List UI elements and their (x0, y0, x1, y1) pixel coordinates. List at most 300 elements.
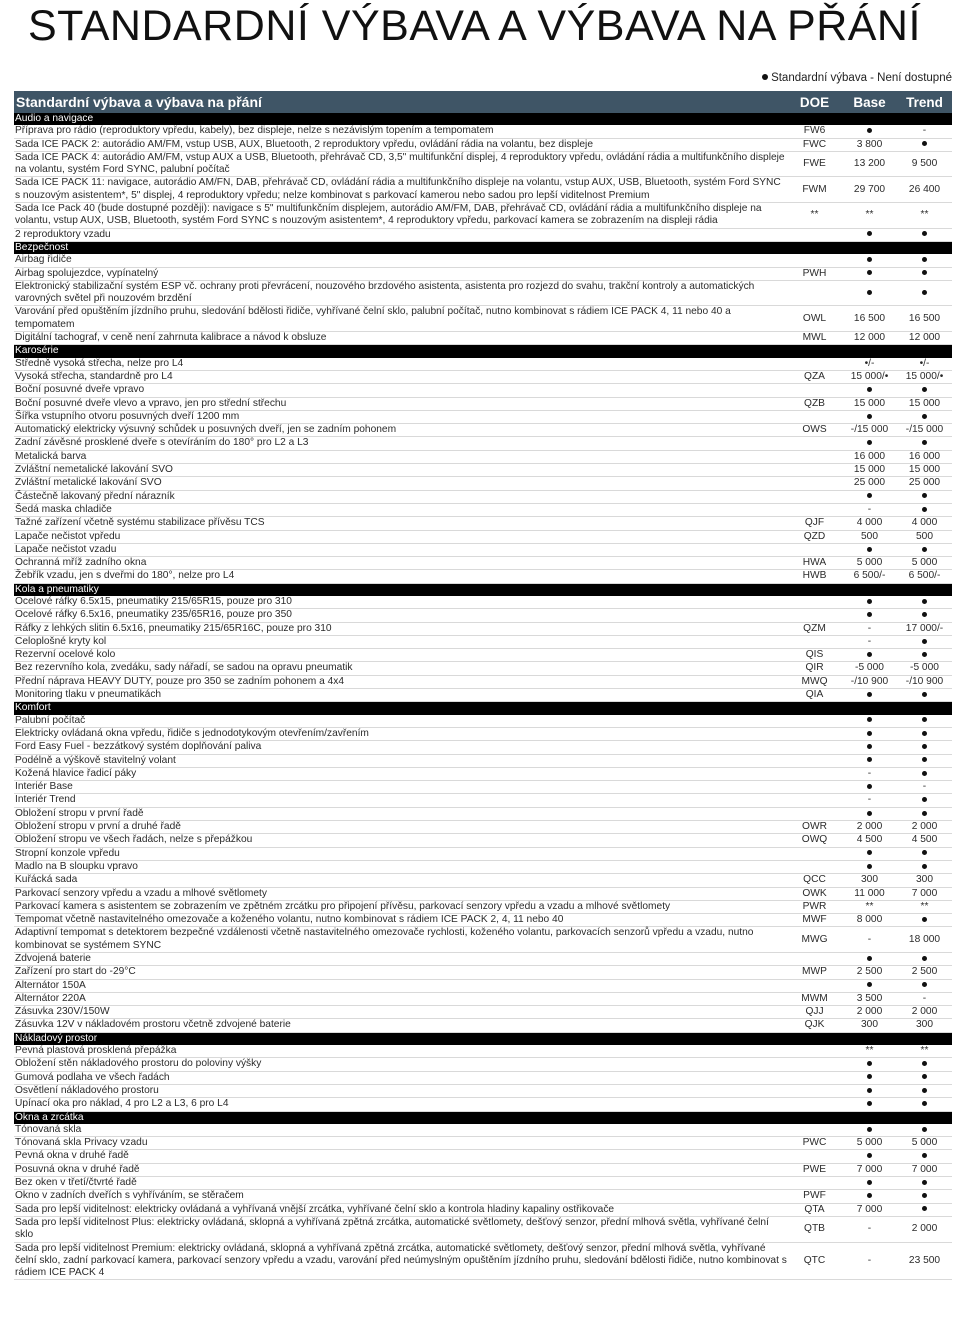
item-code (787, 464, 842, 477)
item-trend: 15 000/• (897, 370, 952, 383)
item-code (787, 1124, 842, 1137)
standard-bullet-icon (867, 493, 872, 498)
item-code: QIR (787, 662, 842, 675)
item-name: Posuvná okna v druhé řadě (14, 1163, 787, 1176)
standard-bullet-icon (867, 1074, 872, 1079)
standard-bullet-icon (922, 797, 927, 802)
item-code: OWL (787, 306, 842, 332)
item-trend: 15 000 (897, 464, 952, 477)
item-name: Tónovaná skla (14, 1124, 787, 1137)
table-row (14, 424, 952, 437)
item-name: Tempomat včetně nastavitelného omezovače a koženého volantu, nutno kombinovat s rádiem ICE PACK 2, 4, 11 nebo 40 (14, 914, 787, 927)
item-code: QZB (787, 397, 842, 410)
item-base (842, 781, 897, 794)
item-trend (897, 543, 952, 556)
item-trend: 16 500 (897, 306, 952, 332)
item-base: 500 (842, 530, 897, 543)
table-row (14, 635, 952, 648)
bullet-icon (762, 74, 768, 80)
item-code (787, 794, 842, 807)
section-title: Okna a zrcátka (14, 1111, 952, 1124)
item-name: Zvláštní metalické lakování SVO (14, 477, 787, 490)
item-name: Ocelové ráfky 6.5x16, pneumatiky 235/65R16, pouze pro 350 (14, 609, 787, 622)
table-row (14, 821, 952, 834)
table-row (14, 1242, 952, 1280)
item-trend (897, 138, 952, 151)
table-row (14, 1084, 952, 1097)
item-base: ** (842, 1045, 897, 1058)
item-trend (897, 1098, 952, 1111)
page-title: STANDARDNÍ VÝBAVA A VÝBAVA NA PŘÁNÍ (28, 2, 921, 50)
standard-bullet-icon (867, 1180, 872, 1185)
item-trend (897, 1177, 952, 1190)
item-code: QIS (787, 649, 842, 662)
item-trend: - (897, 781, 952, 794)
item-trend: 15 000 (897, 397, 952, 410)
item-code: QTA (787, 1203, 842, 1216)
item-name: Celoplošné kryty kol (14, 635, 787, 648)
table-row (14, 860, 952, 873)
standard-bullet-icon (922, 639, 927, 644)
item-base: •/- (842, 358, 897, 371)
item-trend (897, 794, 952, 807)
item-base: 300 (842, 1019, 897, 1032)
section-row (14, 113, 952, 125)
item-trend: -/10 900 (897, 675, 952, 688)
table-row (14, 874, 952, 887)
item-base: 12 000 (842, 332, 897, 345)
table-row (14, 992, 952, 1005)
item-trend: 500 (897, 530, 952, 543)
item-trend: 7 000 (897, 1163, 952, 1176)
table-row (14, 384, 952, 397)
item-base (842, 741, 897, 754)
item-base (842, 979, 897, 992)
item-trend (897, 1124, 952, 1137)
item-base: 5 000 (842, 557, 897, 570)
item-code: QJK (787, 1019, 842, 1032)
table-row (14, 649, 952, 662)
table-row (14, 741, 952, 754)
standard-bullet-icon (922, 1206, 927, 1211)
item-code: PWR (787, 900, 842, 913)
item-name: Gumová podlaha ve všech řadách (14, 1071, 787, 1084)
item-trend: - (897, 125, 952, 138)
item-base: 2 000 (842, 1006, 897, 1019)
item-base (842, 125, 897, 138)
table-row (14, 1216, 952, 1242)
item-base (842, 609, 897, 622)
item-trend (897, 953, 952, 966)
item-trend: 5 000 (897, 1137, 952, 1150)
item-trend: 16 000 (897, 450, 952, 463)
item-trend (897, 689, 952, 702)
item-code (787, 410, 842, 423)
header-trend: Trend (897, 91, 952, 113)
standard-bullet-icon (922, 493, 927, 498)
standard-bullet-icon (867, 547, 872, 552)
item-name: Podélně a výškově stavitelný volant (14, 754, 787, 767)
item-base: 7 000 (842, 1203, 897, 1216)
section-title: Kola a pneumatiky (14, 583, 952, 596)
item-base: - (842, 794, 897, 807)
item-code: MWL (787, 332, 842, 345)
item-name: Boční posuvné dveře vpravo (14, 384, 787, 397)
item-trend (897, 280, 952, 306)
item-code (787, 715, 842, 728)
standard-bullet-icon (922, 731, 927, 736)
standard-bullet-icon (922, 744, 927, 749)
item-code (787, 254, 842, 267)
item-name: Sada pro lepší viditelnost Plus: elektricky ovládaná, sklopná a vyhřívaná zpětná zrcátka, automatické světlomety, dešťový senzor, přední mlhová světla, vyhřívané čelní sklo (14, 1216, 787, 1242)
item-code (787, 767, 842, 780)
section-title: Bezpečnost (14, 241, 952, 254)
item-trend (897, 410, 952, 423)
item-name: Okno v zadních dveřích s vyhříváním, se stěračem (14, 1190, 787, 1203)
item-trend (897, 254, 952, 267)
table-row (14, 675, 952, 688)
item-base: -/10 900 (842, 675, 897, 688)
item-base (842, 384, 897, 397)
section-title: Komfort (14, 702, 952, 715)
item-base: 2 500 (842, 966, 897, 979)
standard-bullet-icon (922, 692, 927, 697)
item-trend: 9 500 (897, 151, 952, 177)
item-name: Rezervní ocelové kolo (14, 649, 787, 662)
item-name: Lapače nečistot vzadu (14, 543, 787, 556)
item-base: 15 000 (842, 397, 897, 410)
item-name: Parkovací senzory vpředu a vzadu a mlhové světlomety (14, 887, 787, 900)
standard-bullet-icon (867, 387, 872, 392)
header-base: Base (842, 91, 897, 113)
standard-bullet-icon (867, 717, 872, 722)
item-code: FW6 (787, 125, 842, 138)
item-trend (897, 649, 952, 662)
item-base: ** (842, 900, 897, 913)
table-row (14, 834, 952, 847)
legend (762, 72, 952, 84)
item-code (787, 1150, 842, 1163)
standard-bullet-icon (922, 387, 927, 392)
standard-bullet-icon (867, 1193, 872, 1198)
item-base: 4 000 (842, 517, 897, 530)
item-trend (897, 228, 952, 241)
table-row (14, 503, 952, 516)
item-name: Sada pro lepší viditelnost: elektricky ovládaná a vyhřívaná vnější zrcátka, vyhřívané čelní sklo a kontrola hladiny kapaliny ostřikovače (14, 1203, 787, 1216)
standard-bullet-icon (922, 652, 927, 657)
item-code (787, 450, 842, 463)
standard-bullet-icon (922, 1153, 927, 1158)
item-code (787, 635, 842, 648)
section-title: Nákladový prostor (14, 1032, 952, 1045)
item-code (787, 953, 842, 966)
item-trend: 17 000/- (897, 622, 952, 635)
item-name: Sada ICE PACK 4: autorádio AM/FM, vstup AUX a USB, Bluetooth, přehrávač CD, 3,5" multifunkční displej, 4 reproduktory vpředu, ovládání rádia a multifunkčního displeje na volantu, systém Ford SYNC, palubní počítač (14, 151, 787, 177)
item-base (842, 490, 897, 503)
standard-bullet-icon (867, 599, 872, 604)
table-row (14, 410, 952, 423)
item-base: 7 000 (842, 1163, 897, 1176)
item-base: -/15 000 (842, 424, 897, 437)
standard-bullet-icon (922, 1061, 927, 1066)
standard-bullet-icon (922, 1074, 927, 1079)
item-base (842, 267, 897, 280)
table-row (14, 662, 952, 675)
standard-bullet-icon (867, 784, 872, 789)
item-trend (897, 1150, 952, 1163)
item-code: PWH (787, 267, 842, 280)
table-row (14, 1071, 952, 1084)
item-base (842, 715, 897, 728)
standard-bullet-icon (922, 771, 927, 776)
item-code: OWQ (787, 834, 842, 847)
table-row (14, 966, 952, 979)
item-trend: 26 400 (897, 177, 952, 203)
table-row (14, 228, 952, 241)
item-base (842, 410, 897, 423)
standard-bullet-icon (922, 599, 927, 604)
table-row (14, 254, 952, 267)
item-name: Digitální tachograf, v ceně není zahrnuta kalibrace a návod k obsluze (14, 332, 787, 345)
item-name: Ocelové ráfky 6.5x15, pneumatiky 215/65R15, pouze pro 310 (14, 596, 787, 609)
item-name: Ráfky z lehkých slitin 6.5x16, pneumatiky 215/65R16C, pouze pro 310 (14, 622, 787, 635)
item-base: - (842, 767, 897, 780)
item-trend (897, 1190, 952, 1203)
standard-bullet-icon (922, 547, 927, 552)
table-row (14, 280, 952, 306)
item-name: Lapače nečistot vpředu (14, 530, 787, 543)
item-code: MWQ (787, 675, 842, 688)
standard-bullet-icon (922, 717, 927, 722)
item-code: QZD (787, 530, 842, 543)
standard-bullet-icon (922, 850, 927, 855)
item-code: QTB (787, 1216, 842, 1242)
item-code: FWC (787, 138, 842, 151)
item-trend: 5 000 (897, 557, 952, 570)
item-code (787, 596, 842, 609)
item-name: Boční posuvné dveře vlevo a vpravo, jen pro střední střechu (14, 397, 787, 410)
standard-bullet-icon (867, 231, 872, 236)
item-code: QTC (787, 1242, 842, 1280)
item-base: - (842, 635, 897, 648)
item-base (842, 689, 897, 702)
item-code: PWC (787, 1137, 842, 1150)
standard-bullet-icon (867, 982, 872, 987)
item-base: ** (842, 203, 897, 229)
item-name: Příprava pro rádio (reproduktory vpředu, kabely), bez displeje, nelze s nezávislým topením a tempomatem (14, 125, 787, 138)
item-base: 2 000 (842, 821, 897, 834)
item-name: Obložení stropu v první a druhé řadě (14, 821, 787, 834)
table-row (14, 543, 952, 556)
item-code: PWF (787, 1190, 842, 1203)
item-code (787, 280, 842, 306)
item-base (842, 1071, 897, 1084)
table-row (14, 397, 952, 410)
item-base (842, 649, 897, 662)
item-code (787, 1058, 842, 1071)
standard-bullet-icon (922, 1193, 927, 1198)
item-trend (897, 979, 952, 992)
table-row (14, 450, 952, 463)
item-trend (897, 596, 952, 609)
table-row (14, 1019, 952, 1032)
table-row (14, 306, 952, 332)
item-trend (897, 490, 952, 503)
item-name: Zásuvka 230V/150W (14, 1006, 787, 1019)
item-code: QZA (787, 370, 842, 383)
item-base: 16 500 (842, 306, 897, 332)
table-row (14, 847, 952, 860)
standard-bullet-icon (867, 731, 872, 736)
standard-bullet-icon (867, 1101, 872, 1106)
section-row (14, 345, 952, 358)
item-name: Ochranná mříž zadního okna (14, 557, 787, 570)
item-name: Varování před opuštěním jízdního pruhu, sledování bdělosti řidiče, vyhřívané čelní sklo, palubní počítač, nutno kombinovat s rádiem ICE PACK 4, 11 nebo 40 a tempomatem (14, 306, 787, 332)
table-row (14, 807, 952, 820)
item-name: Zvláštní nemetalické lakování SVO (14, 464, 787, 477)
standard-bullet-icon (867, 956, 872, 961)
item-base: 4 500 (842, 834, 897, 847)
standard-bullet-icon (922, 811, 927, 816)
standard-bullet-icon (922, 1088, 927, 1093)
standard-bullet-icon (867, 864, 872, 869)
standard-bullet-icon (922, 141, 927, 146)
section-row (14, 1032, 952, 1045)
item-trend: 300 (897, 874, 952, 887)
table-row (14, 609, 952, 622)
item-base (842, 754, 897, 767)
item-base: - (842, 927, 897, 953)
standard-bullet-icon (867, 1127, 872, 1132)
item-name: Stropní konzole vpředu (14, 847, 787, 860)
standard-bullet-icon (922, 1101, 927, 1106)
item-code (787, 503, 842, 516)
item-base (842, 1190, 897, 1203)
item-code (787, 609, 842, 622)
header-name: Standardní výbava a výbava na přání (14, 91, 787, 113)
item-trend (897, 754, 952, 767)
item-base: - (842, 1242, 897, 1280)
item-trend: 2 500 (897, 966, 952, 979)
item-base (842, 807, 897, 820)
item-trend: ** (897, 203, 952, 229)
standard-bullet-icon (922, 956, 927, 961)
standard-bullet-icon (867, 1088, 872, 1093)
item-trend: 2 000 (897, 821, 952, 834)
item-code: MWM (787, 992, 842, 1005)
item-code (787, 781, 842, 794)
standard-bullet-icon (867, 290, 872, 295)
item-trend: - (897, 992, 952, 1005)
standard-bullet-icon (922, 1180, 927, 1185)
item-base (842, 1124, 897, 1137)
item-name: Obložení stropu ve všech řadách, nelze s přepážkou (14, 834, 787, 847)
item-name: Zařízení pro start do -29°C (14, 966, 787, 979)
item-name: Kožená hlavice řadicí páky (14, 767, 787, 780)
table-row (14, 490, 952, 503)
item-base: 15 000 (842, 464, 897, 477)
item-base (842, 1084, 897, 1097)
standard-bullet-icon (922, 290, 927, 295)
item-trend (897, 437, 952, 450)
item-base: - (842, 622, 897, 635)
table-row (14, 914, 952, 927)
table-row (14, 715, 952, 728)
item-name: Elektronický stabilizační systém ESP vč. ochrany proti převrácení, nouzového brzdového asistenta, asistenta pro rozjezd do svahu, trakční kontroly a automatických varovných světel při nouzovém brzdění (14, 280, 787, 306)
table-row (14, 358, 952, 371)
item-base (842, 1177, 897, 1190)
item-trend: 7 000 (897, 887, 952, 900)
item-name: Tónovaná skla Privacy vzadu (14, 1137, 787, 1150)
item-trend (897, 741, 952, 754)
item-trend: 2 000 (897, 1216, 952, 1242)
item-base: 11 000 (842, 887, 897, 900)
section-row (14, 1111, 952, 1124)
standard-bullet-icon (867, 1153, 872, 1158)
item-name: Kuřácká sada (14, 874, 787, 887)
table-row (14, 370, 952, 383)
item-code (787, 543, 842, 556)
item-base: 5 000 (842, 1137, 897, 1150)
item-base: 300 (842, 874, 897, 887)
standard-bullet-icon (867, 257, 872, 262)
item-base (842, 727, 897, 740)
item-code: QCC (787, 874, 842, 887)
table-row (14, 1203, 952, 1216)
item-trend: 12 000 (897, 332, 952, 345)
table-row (14, 1045, 952, 1058)
item-trend: 4 500 (897, 834, 952, 847)
item-trend (897, 727, 952, 740)
item-code (787, 754, 842, 767)
item-name: Zásuvka 12V v nákladovém prostoru včetně zdvojené baterie (14, 1019, 787, 1032)
item-name: Sada ICE PACK 2: autorádio AM/FM, vstup USB, AUX, Bluetooth, 2 reproduktory vpředu, ovládání rádia na volantu, bez displeje (14, 138, 787, 151)
table-row (14, 953, 952, 966)
item-base: 15 000/• (842, 370, 897, 383)
item-trend (897, 807, 952, 820)
item-code: ** (787, 203, 842, 229)
item-name: Žebřík vzadu, jen s dveřmi do 180°, nelze pro L4 (14, 570, 787, 583)
standard-bullet-icon (922, 414, 927, 419)
standard-bullet-icon (922, 612, 927, 617)
item-name: Madlo na B sloupku vpravo (14, 860, 787, 873)
standard-bullet-icon (922, 864, 927, 869)
table-row (14, 203, 952, 229)
item-code (787, 1071, 842, 1084)
standard-bullet-icon (922, 270, 927, 275)
table-row (14, 794, 952, 807)
table-row (14, 557, 952, 570)
item-name: Obložení stropu v první řadě (14, 807, 787, 820)
table-row (14, 267, 952, 280)
item-trend: •/- (897, 358, 952, 371)
item-name: Sada ICE PACK 11: navigace, autorádio AM/FN, DAB, přehrávač CD, ovládání rádia a multifunkčního displeje na volantu, vstup AUX, USB, Bluetooth, systém Ford SYNC s nouzovým asistentem*, 5" displej, 4 reproduktory vpředu; nelze kombinovat s parkovací kamerou nebo sadou pro lepší viditelnost Premium (14, 177, 787, 203)
table-row (14, 767, 952, 780)
item-base: -5 000 (842, 662, 897, 675)
item-code: QIA (787, 689, 842, 702)
item-base (842, 1098, 897, 1111)
table-row (14, 754, 952, 767)
item-trend (897, 267, 952, 280)
item-base: 3 800 (842, 138, 897, 151)
table-row (14, 979, 952, 992)
item-name: Adaptivní tempomat s detektorem bezpečné vzdálenosti včetně nastavitelného omezovače rychlosti, koženého volantu, parkovacích senzorů vpředu a vzadu, nutno kombinovat se systémem SYNC (14, 927, 787, 953)
item-base (842, 228, 897, 241)
item-name: Parkovací kamera s asistentem se zobrazením ve zpětném zrcátku pro připojení přívěsu, parkovací senzory vpředu a vzadu a mlhové světlomety (14, 900, 787, 913)
standard-bullet-icon (867, 850, 872, 855)
item-base: 29 700 (842, 177, 897, 203)
item-code (787, 437, 842, 450)
